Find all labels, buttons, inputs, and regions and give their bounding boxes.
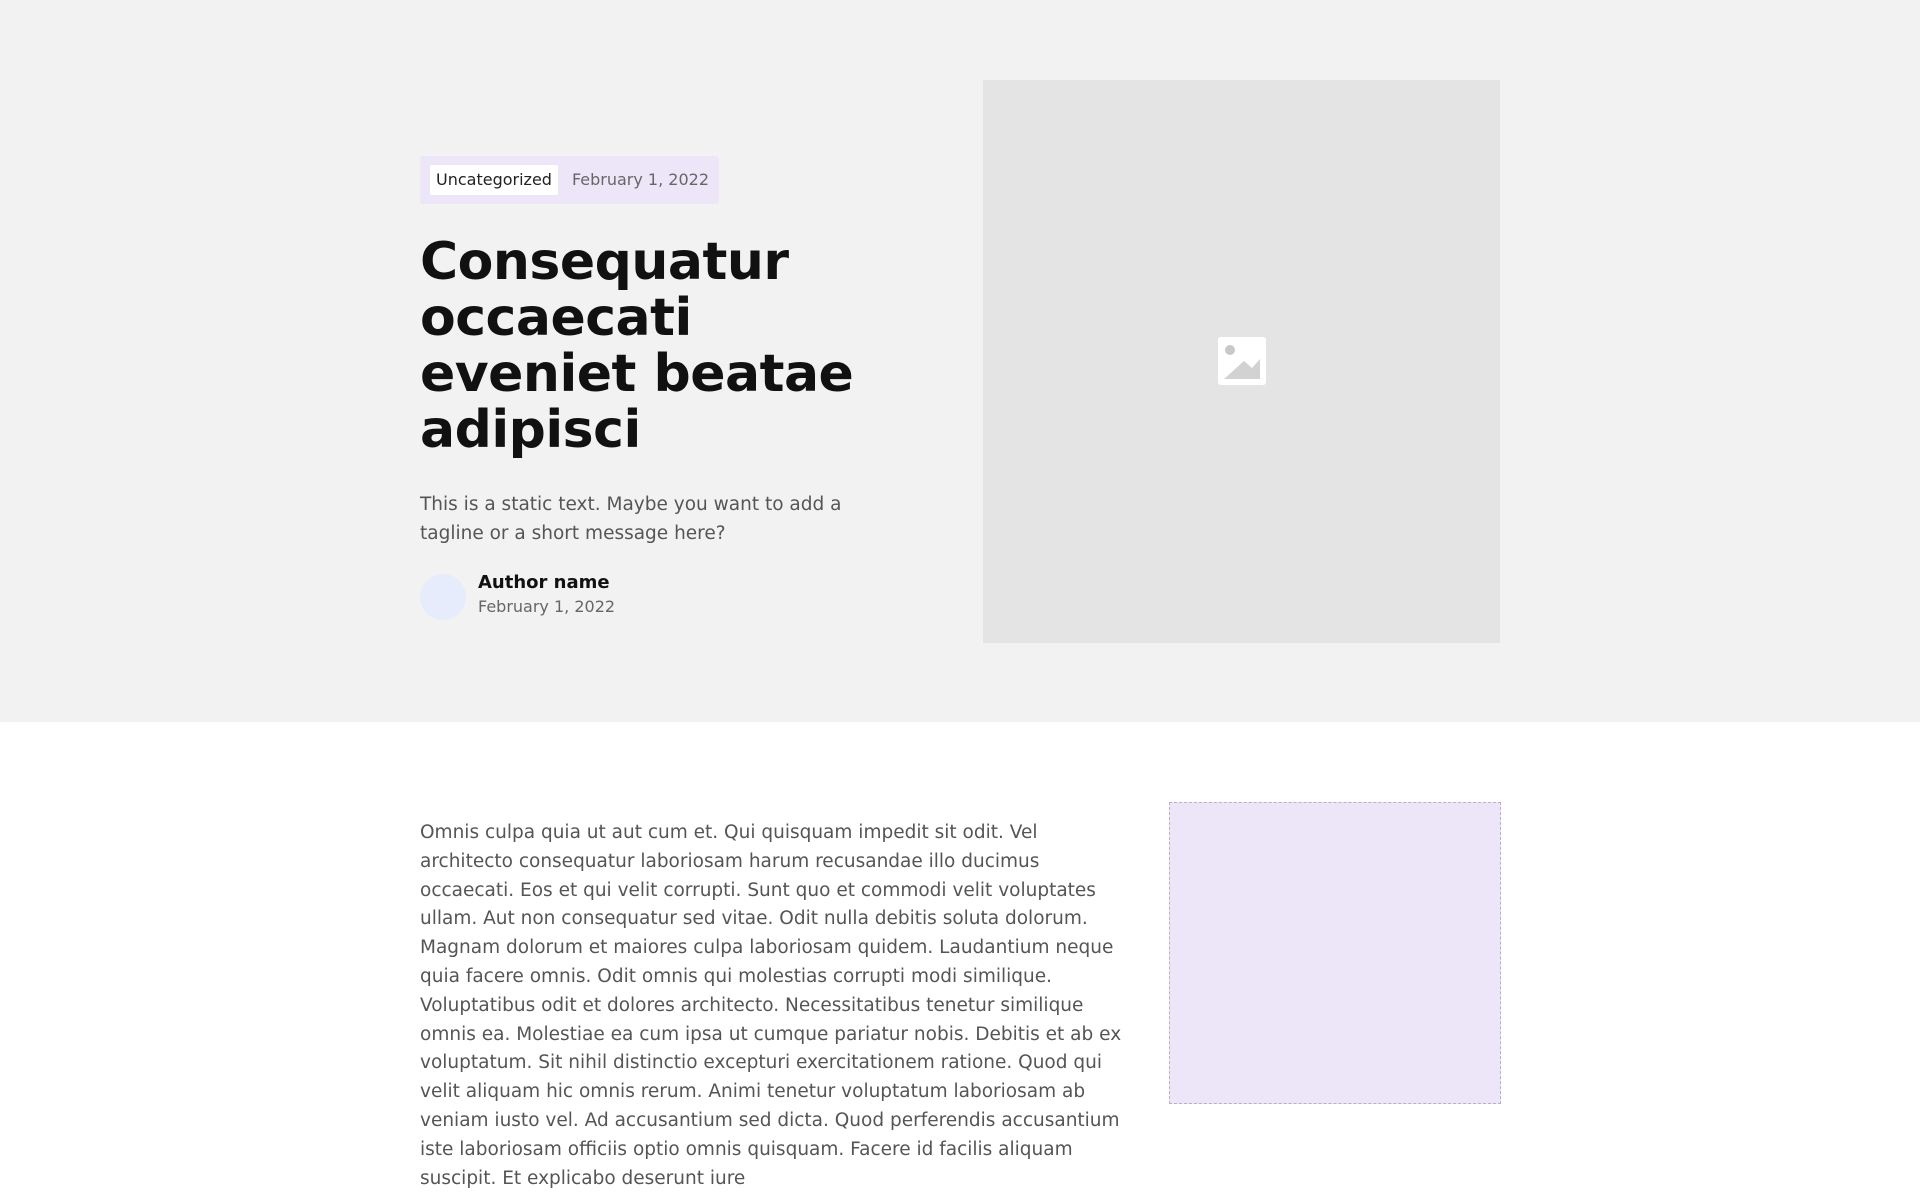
post-body: Omnis culpa quia ut aut cum et. Qui quisquam impedit sit odit. Vel architecto consequatur laboriosam harum recusandae illo ducimus occaecati. Eos et qui velit corrupti. Sunt quo et commodi velit voluptates ullam. Aut non consequatur sed vitae. Odit nulla debitis soluta dolorum. Magnam dolorum et maiores culpa laboriosam quidem. Laudantium neque quia facere omnis. Odit omnis qui molestias corrupti modi similique. Voluptatibus odit et dolores architecto. Necessitatibus tenetur similique omnis ea. Molestiae ea cum ipsa ut cumque pariatur nobis. Debitis et ab ex voluptatum. Sit nihil distinctio excepturi exercitationem ratione. Quod qui velit aliquam hic omnis rerum. Animi tenetur voluptatum laboriosam ab veniam iusto vel. Ad accusantium sed dicta. Quod perferendis accusantium iste laboriosam officiis optio omnis quisquam. Facere id facilis aliquam suscipit. Et explicabo deserunt iure bbox=[420, 822, 1122, 1189]
post-tagline: This is a static text. Maybe you want to add a tagline or a short message here? bbox=[420, 494, 842, 544]
author-block bbox=[420, 572, 920, 620]
post-title: Consequatur occaecati eveniet beatae adipisci bbox=[420, 232, 854, 460]
author-avatar[interactable] bbox=[420, 574, 466, 620]
category-badge[interactable]: Uncategorized bbox=[430, 165, 558, 195]
sidebar-placeholder bbox=[1169, 802, 1501, 1104]
featured-image-placeholder bbox=[983, 80, 1500, 643]
author-date: February 1, 2022 bbox=[478, 597, 616, 616]
post-meta bbox=[420, 156, 719, 204]
hero-container bbox=[420, 80, 1500, 643]
post-content bbox=[0, 722, 1920, 1189]
image-placeholder-icon bbox=[1218, 337, 1266, 385]
post-date: February 1, 2022 bbox=[571, 170, 709, 189]
hero-text-column bbox=[420, 156, 920, 620]
author-name[interactable]: Author name bbox=[478, 572, 610, 593]
